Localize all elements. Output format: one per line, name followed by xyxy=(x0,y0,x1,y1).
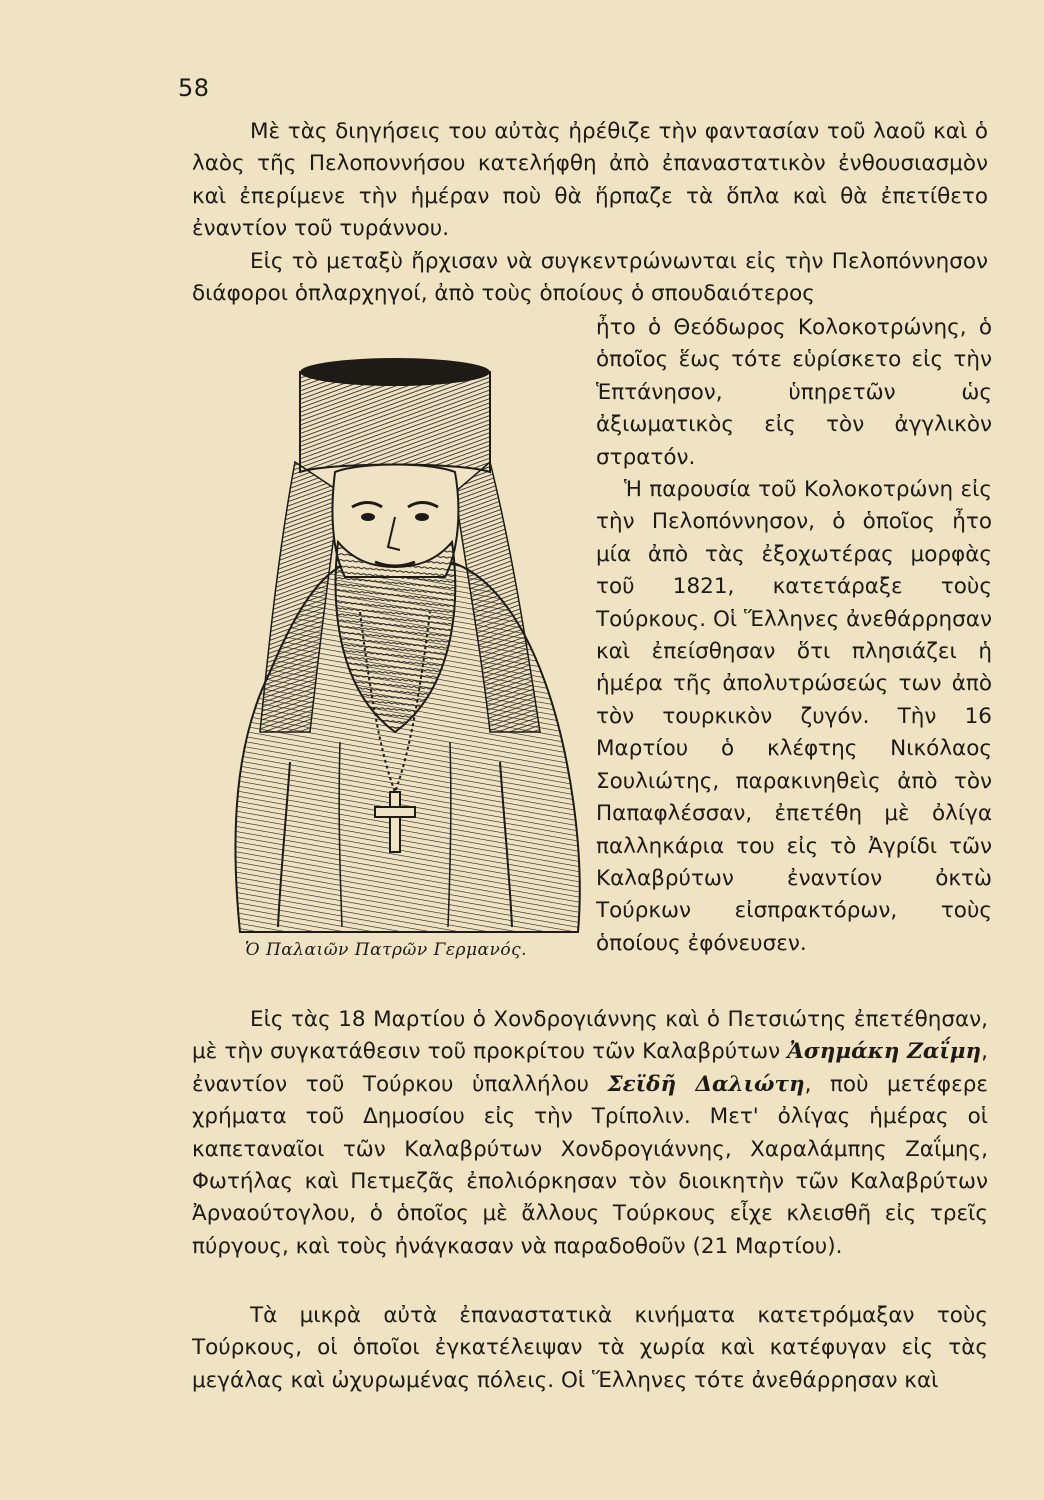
side-column xyxy=(596,312,992,960)
paragraph-4-part-1: Εἰς τὰς 18 Μαρτίου ὁ Χονδρογιάννης καὶ ὁ Πετσιώτης ἐπετέθησαν, μὲ τὴν συγκατάθεσιν τοῦ προκρίτου τῶν Καλαβρύτων xyxy=(192,1007,988,1065)
paragraph-4 xyxy=(192,1004,988,1263)
paragraph-2: Εἰς τὸ μεταξὺ ἤρχισαν νὰ συγκεντρώνωνται εἰς τὴν Πελοπόννησον διάφοροι ὁπλαρχηγοί, ἀπὸ τοὺς ὁποίους ὁ σπουδαιότερος xyxy=(192,249,988,307)
paragraph-4-part-3: , ποὺ μετέφερε χρήματα τοῦ Δημοσίου εἰς τὴν Τρίπολιν. Μετ' ὀλίγας ἡμέρας οἱ καπεταναῖοι τῶν Καλαβρύτων Χονδρογιάννης, Χαραλάμπης Ζαΐμης, Φωτήλας καὶ Πετμεζᾶς ἐπολιόρκησαν τὸν διοικητὴν τῶν Καλαβρύτων Ἀρναούτογλου, ὁ ὁποῖος μὲ ἄλλους Τούρκους εἶχε κλεισθῆ εἰς τρεῖς πύργους, καὶ τοὺς ἠνάγκασαν νὰ παραδοθοῦν (21 Μαρτίου). xyxy=(192,1071,988,1259)
paragraph-2-continued: ἦτο ὁ Θεόδωρος Κολοκοτρώνης, ὁ ὁποῖος ἕως τότε εὑρίσκετο εἰς τὴν Ἑπτάνησον, ὑπηρετῶν ὡς ἀξιωματικὸς εἰς τὸν ἀγγλικὸν στρατόν. xyxy=(596,315,992,470)
paragraph-1: Μὲ τὰς διηγήσεις του αὐτὰς ἠρέθιζε τὴν φαντασίαν τοῦ λαοῦ καὶ ὁ λαὸς τῆς Πελοποννήσου κατελήφθη ἀπὸ ἐπαναστατικὸν ἐνθουσιασμὸν καὶ ἐπερίμενε τὴν ἡμέραν ποὺ θὰ ἥρπαζε τὰ ὅπλα καὶ θὰ ἐπετίθετο ἐναντίον τοῦ τυράννου. xyxy=(192,119,988,242)
name-asimaki-zaimi: Ἀσημάκη Ζαΐμη xyxy=(787,1039,982,1065)
page-number: 58 xyxy=(178,74,210,102)
name-seidi-dalioti: Σεϊδῆ Δαλιώτη xyxy=(607,1071,805,1097)
paragraph-5: Τὰ μικρὰ αὐτὰ ἐπαναστατικὰ κινήματα κατετρόμαξαν τοὺς Τούρκους, οἱ ὁποῖοι ἐγκατέλειψαν τὰ χωρία καὶ κατέφυγαν εἰς τὰς μεγάλας καὶ ὠχυρωμένας πόλεις. Οἱ Ἕλληνες τότε ἀνεθάρρησαν καὶ xyxy=(192,1303,988,1393)
paragraph-3: Ἡ παρουσία τοῦ Κολοκοτρώνη εἰς τὴν Πελοπόννησον, ὁ ὁποῖος ἦτο μία ἀπὸ τὰς ἐξοχωτέρας μορφὰς τοῦ 1821, κατετάραξε τοὺς Τούρκους. Οἱ Ἕλληνες ἀνεθάρρησαν καὶ ἐπείσθησαν ὅτι πλησιάζει ἡ ἡμέρα τῆς ἀπολυτρώσεώς των ἀπὸ τὸν τουρκικὸν ζυγόν. Τὴν 16 Μαρτίου ὁ κλέφτης Νικόλαος Σουλιώτης, παρακινηθεὶς ἀπὸ τὸν Παπαφλέσσαν, ἐπετέθη μὲ ὀλίγα παλληκάρια του εἰς τὸ Ἀγρίδι τῶν Καλαβρύτων ἐναντίον ὀκτὼ Τούρκων εἰσπρακτόρων, τοὺς ὁποίους ἐφόνευσεν. xyxy=(596,477,992,956)
paragraph-4-part-2: , ἐναντίον τοῦ Τούρκου ὑπαλλήλου xyxy=(192,1039,988,1097)
portrait-engraving-icon xyxy=(200,312,590,942)
figure-caption: Ὁ Παλαιῶν Πατρῶν Γερμανός. xyxy=(244,940,528,960)
